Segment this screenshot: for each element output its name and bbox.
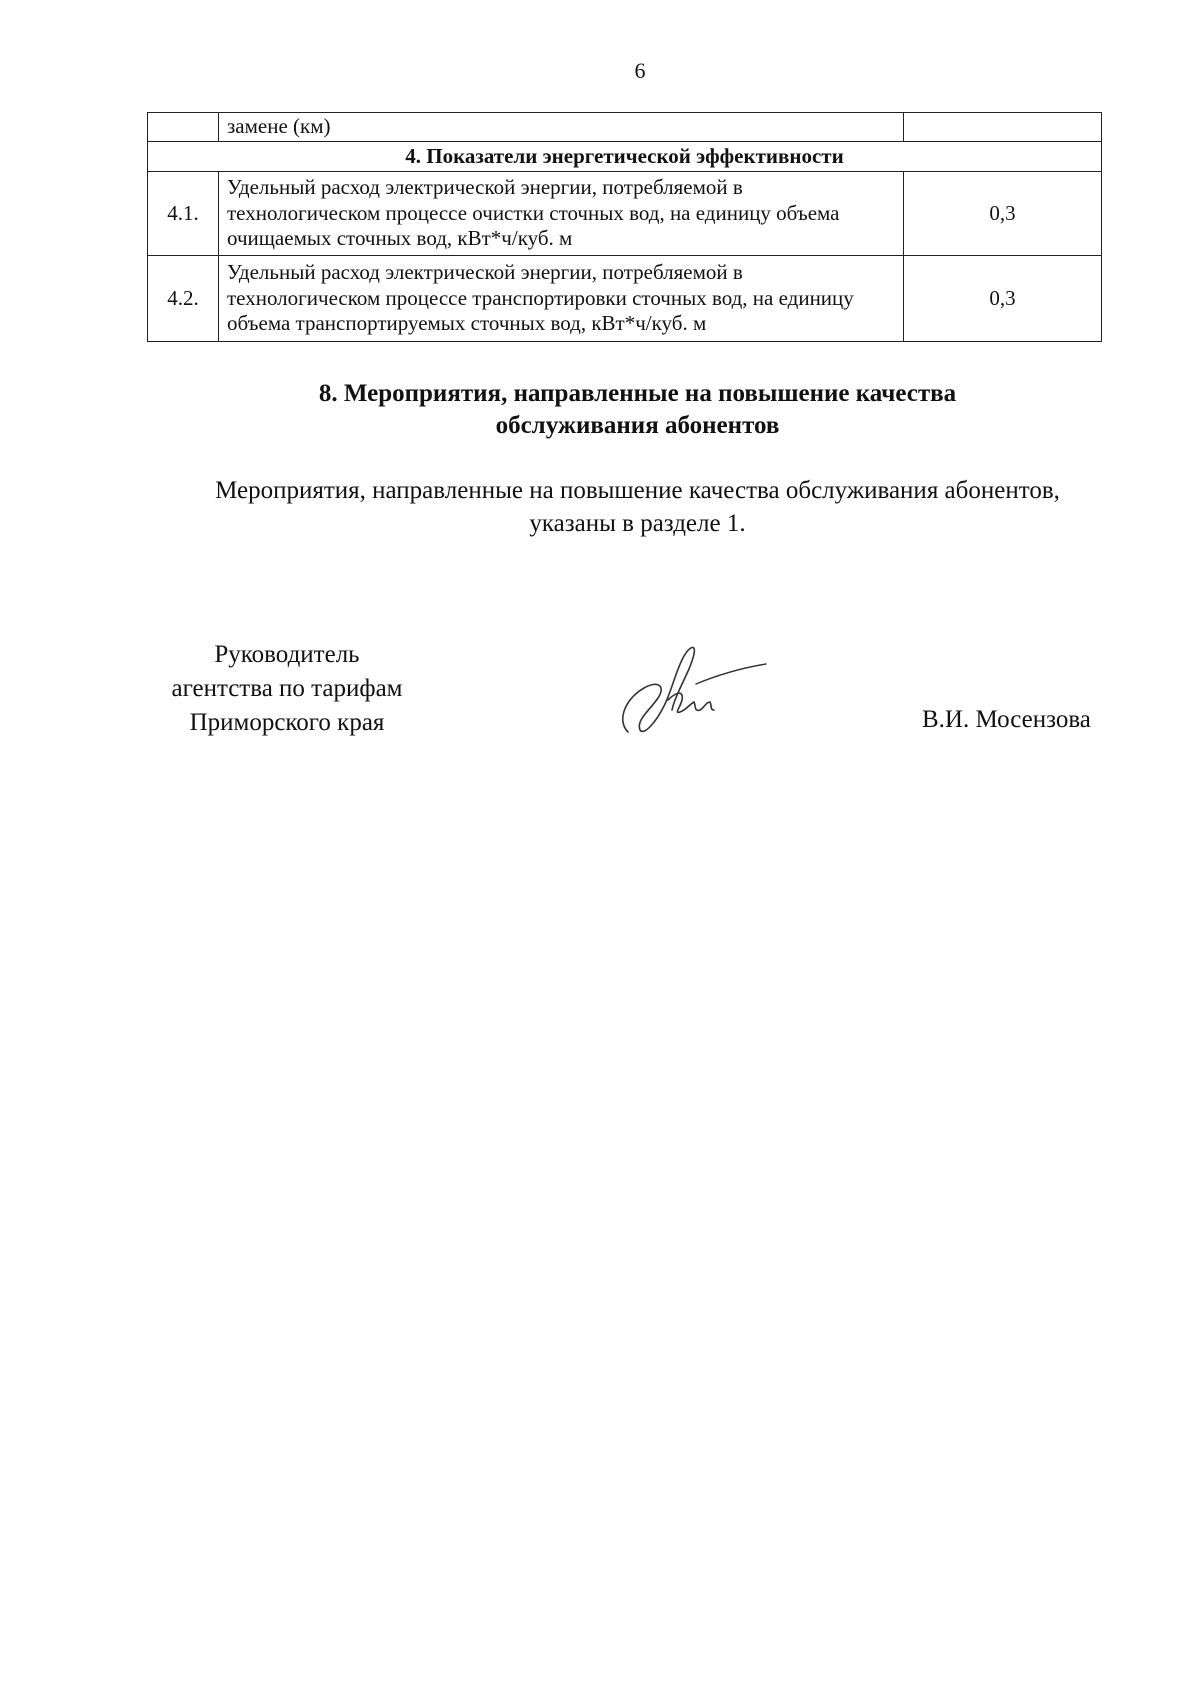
row-description-cell: Удельный расход электрической энергии, потребляемой в технологическом процессе транспортировки сточных вод, на единицу объема транспортируемых сточных вод, кВт*ч/куб. м	[219, 256, 904, 342]
signer-title-line: Руководитель	[214, 641, 360, 668]
table-section-row	[148, 142, 1102, 172]
text-line: Мероприятия, направленные на повышение качества обслуживания абонентов,	[215, 477, 1060, 504]
row-value-cell: 0,3	[904, 172, 1102, 256]
section-8-heading	[0, 378, 1200, 442]
section-title-cell: 4. Показатели энергетической эффективности	[148, 142, 1102, 172]
page-number: 6	[634, 58, 646, 83]
row-description-cell: Удельный расход электрической энергии, потребляемой в технологическом процессе очистки сточных вод, на единицу объема очищаемых сточных вод, кВт*ч/куб. м	[219, 172, 904, 256]
signer-title-line: Приморского края	[189, 709, 385, 736]
heading-line: обслуживания абонентов	[495, 412, 780, 439]
section-8-text	[0, 474, 1200, 540]
row-number-cell: 4.1.	[148, 172, 219, 256]
signer-title	[142, 638, 432, 740]
signer-name: В.И. Мосензова	[922, 706, 1091, 733]
row-value-cell	[904, 113, 1102, 142]
text-line: указаны в разделе 1.	[529, 510, 746, 537]
table-row	[148, 113, 1102, 142]
handwritten-signature	[610, 640, 770, 740]
signer-title-line: агентства по тарифам	[171, 675, 403, 702]
indicators-table	[147, 112, 1102, 342]
heading-line: 8. Мероприятия, направленные на повышение качества	[318, 380, 957, 407]
row-number-cell	[148, 113, 219, 142]
table-row	[148, 256, 1102, 342]
row-number-cell: 4.2.	[148, 256, 219, 342]
row-value-cell: 0,3	[904, 256, 1102, 342]
row-description-cell: замене (км)	[219, 113, 904, 142]
table-row	[148, 172, 1102, 256]
